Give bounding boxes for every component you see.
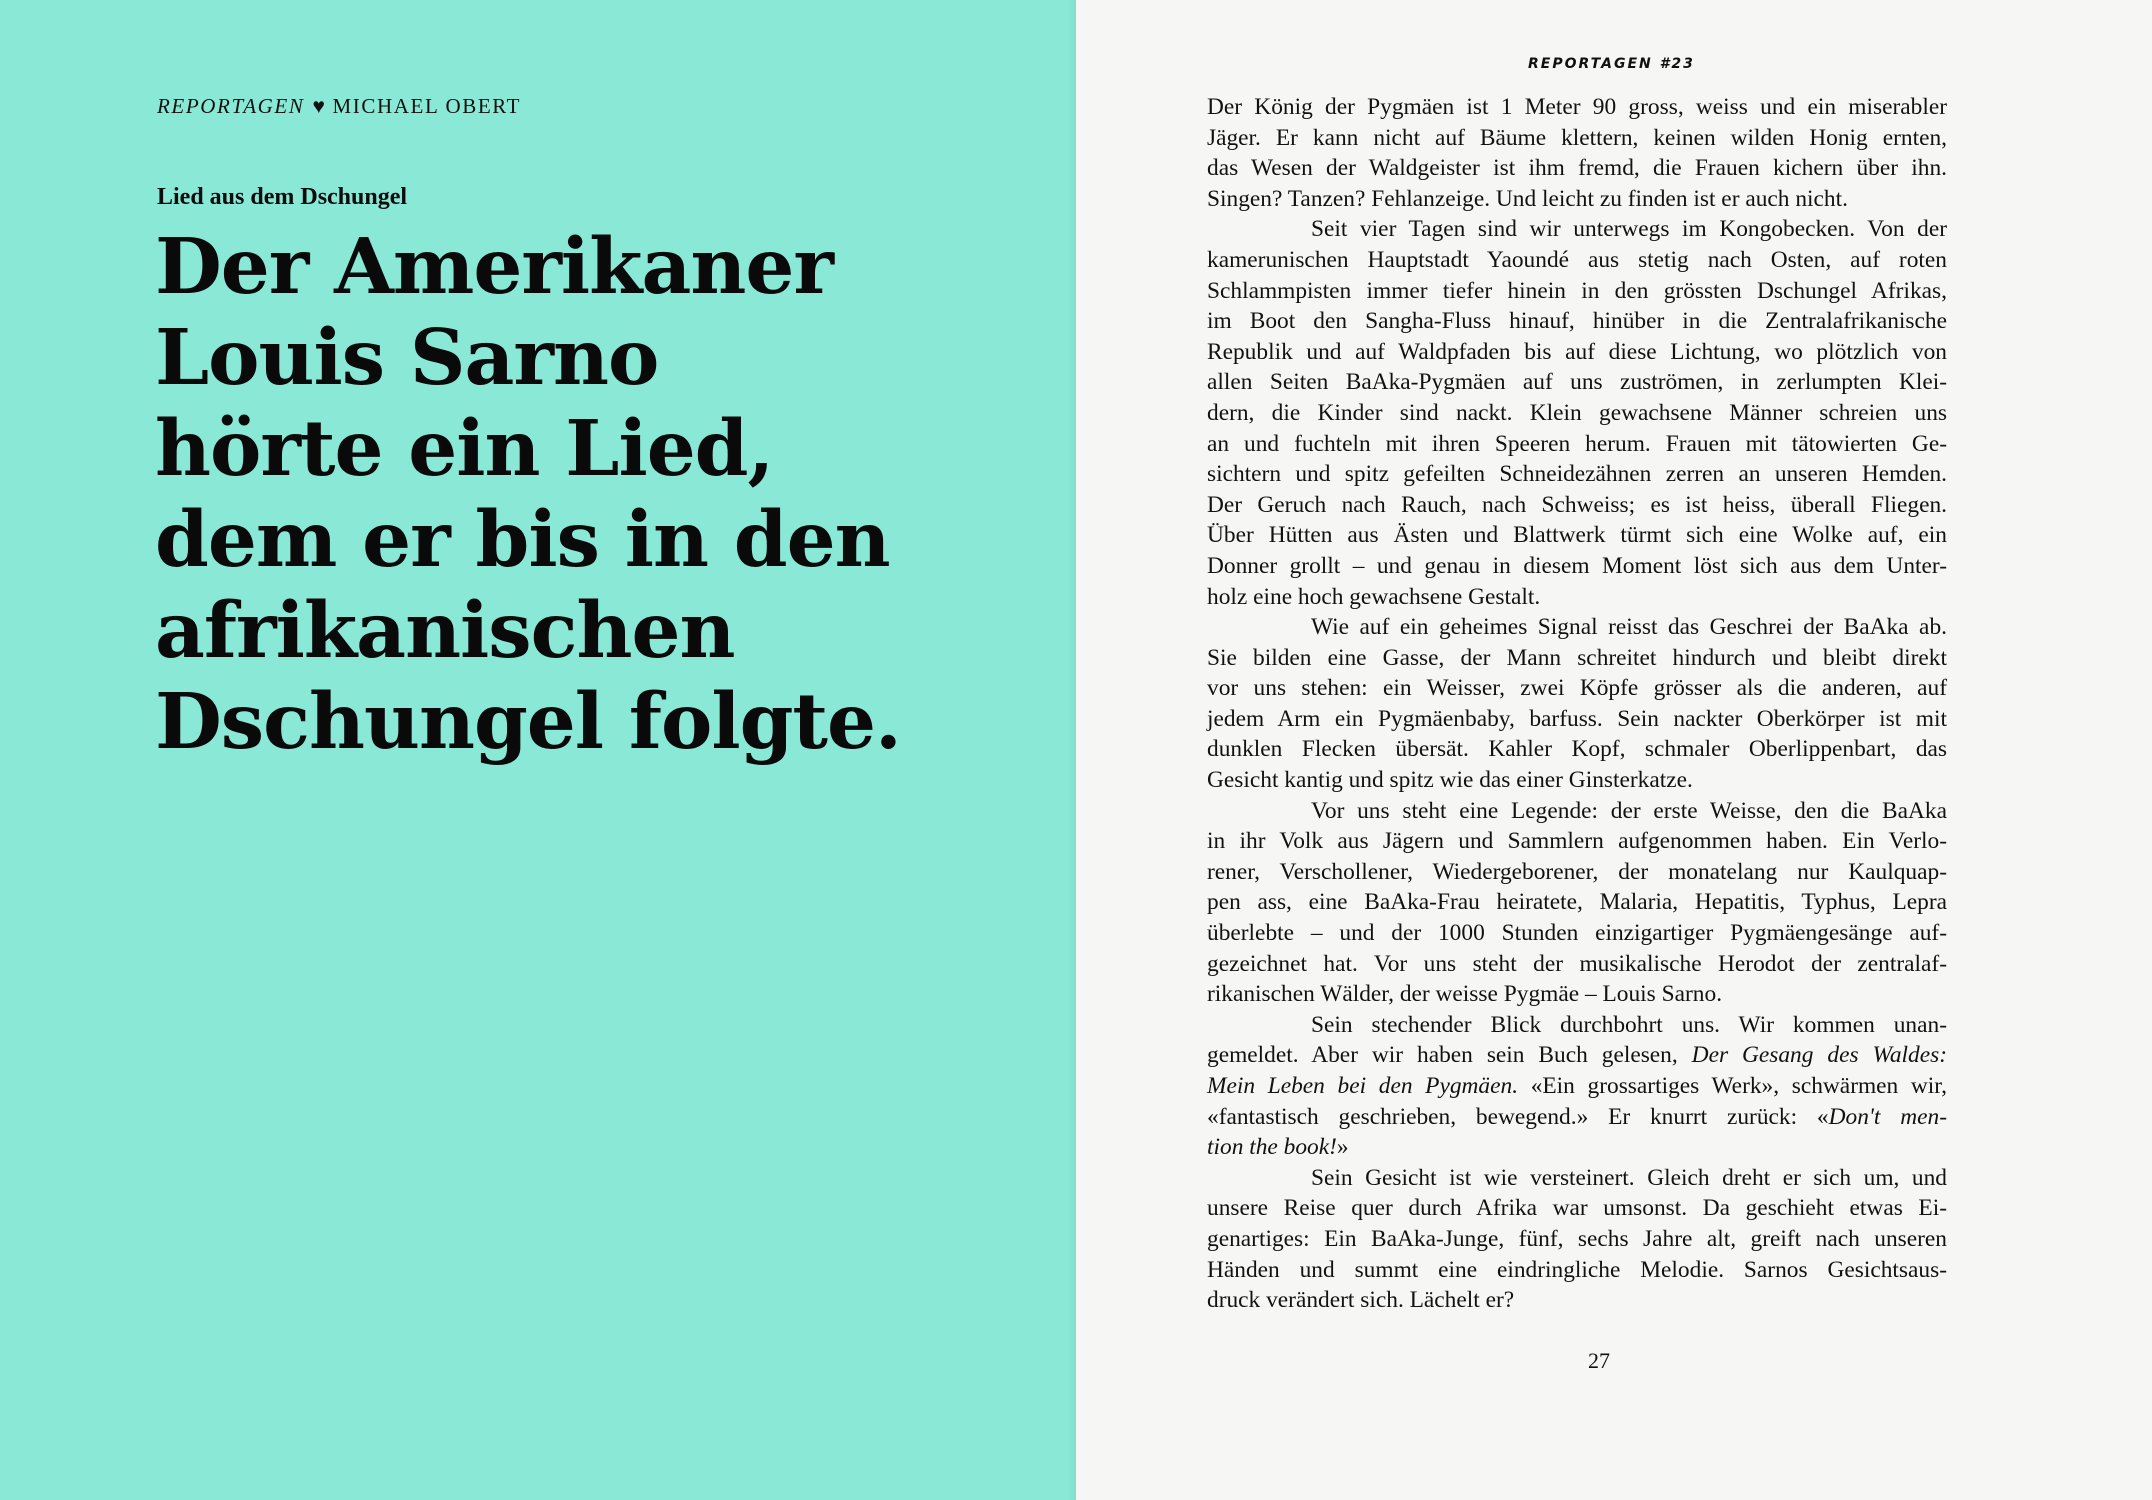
body-text-segment: kamerunischen Hauptstadt Yaoundé aus stetig nach Osten, auf roten <box>1207 246 1947 273</box>
body-line <box>1207 429 1947 460</box>
body-italic-text: Don't men- <box>1828 1103 1948 1130</box>
body-text-segment: rikanischen Wälder, der weisse Pygmäe – Louis Sarno. <box>1207 981 1723 1008</box>
body-line <box>1207 92 1947 123</box>
body-text-segment: an und fuchteln mit ihren Speeren herum. Frauen mit tätowierten Ge- <box>1207 430 1947 457</box>
running-head-left <box>157 94 521 119</box>
body-text-segment: in ihr Volk aus Jägern und Sammlern aufgenommen haben. Ein Verlo- <box>1207 828 1947 855</box>
body-line <box>1207 153 1947 184</box>
body-text-segment: Seit vier Tagen sind wir unterwegs im Kongobecken. Von der <box>1311 216 1947 243</box>
body-line <box>1207 306 1947 337</box>
body-line <box>1207 949 1947 980</box>
body-text-segment: sichtern und spitz gefeilten Schneidezähnen zerren an unseren Hemden. <box>1207 461 1947 488</box>
heart-icon: ♥ <box>312 94 327 118</box>
body-text-segment: Sein Gesicht ist wie versteinert. Gleich dreht er sich um, und <box>1311 1164 1947 1191</box>
body-text-segment: Donner grollt – und genau in diesem Moment löst sich aus dem Unter- <box>1207 552 1947 579</box>
body-text-segment: Sie bilden eine Gasse, der Mann schreitet hindurch und bleibt direkt <box>1207 644 1947 671</box>
body-line <box>1207 123 1947 154</box>
article-body <box>1207 92 1947 1316</box>
body-text-segment: dern, die Kinder sind nackt. Klein gewachsene Männer schreien uns <box>1207 399 1947 426</box>
body-line <box>1207 276 1947 307</box>
body-text-segment: Republik und auf Waldpfaden bis auf diese Lichtung, wo plötzlich von <box>1207 338 1947 365</box>
body-line <box>1207 490 1947 521</box>
body-text-segment: «fantastisch geschrieben, bewegend.» Er knurrt zurück: « <box>1207 1103 1829 1130</box>
body-italic-text: Der Gesang des Waldes: <box>1691 1042 1948 1069</box>
body-text-segment: Wie auf ein geheimes Signal reisst das Geschrei der BaAka ab. <box>1311 614 1947 641</box>
body-text-segment: das Wesen der Waldgeister ist ihm fremd, die Frauen kichern über ihn. <box>1207 155 1947 182</box>
body-text-segment: im Boot den Sangha-Fluss hinauf, hinüber in die Zentralafrikanische <box>1207 308 1947 335</box>
body-line <box>1207 979 1947 1010</box>
body-text-segment: vor uns stehen: ein Weisser, zwei Köpfe grösser als die anderen, auf <box>1207 675 1947 702</box>
running-head-author: MICHAEL OBERT <box>332 94 522 118</box>
body-text-segment: Der Geruch nach Rauch, nach Schweiss; es ist heiss, überall Fliegen. <box>1207 491 1947 518</box>
body-text-segment: » <box>1336 1134 1349 1161</box>
body-line <box>1207 245 1947 276</box>
body-text-segment: «Ein grossartiges Werk», schwärmen wir, <box>1518 1073 1947 1099</box>
body-line <box>1207 459 1947 490</box>
body-line <box>1207 765 1947 796</box>
running-head-right: REPORTAGEN #23 <box>1528 56 1695 72</box>
body-text-segment: Vor uns steht eine Legende: der erste Weisse, den die BaAka <box>1311 797 1947 824</box>
body-line <box>1207 520 1947 551</box>
body-text-segment: Sein stechender Blick durchbohrt uns. Wir kommen unan- <box>1311 1011 1947 1038</box>
body-text-segment: genartiges: Ein BaAka-Junge, fünf, sechs Jahre alt, greift nach unseren <box>1207 1225 1947 1252</box>
body-text-segment: gemeldet. Aber wir haben sein Buch gelesen, <box>1207 1042 1692 1069</box>
body-text-segment: dunklen Flecken übersät. Kahler Kopf, schmaler Oberlippenbart, das <box>1207 736 1947 763</box>
body-text-segment: Händen und summt eine eindringliche Melodie. Sarnos Gesichtsaus- <box>1207 1256 1947 1283</box>
body-text-segment: pen ass, eine BaAka-Frau heiratete, Malaria, Hepatitis, Typhus, Lepra <box>1207 889 1947 916</box>
body-line <box>1207 1071 1947 1102</box>
body-line <box>1207 337 1947 368</box>
body-line <box>1207 1255 1947 1286</box>
body-line <box>1207 1163 1947 1194</box>
body-text-segment: Schlammpisten immer tiefer hinein in den grössten Dschungel Afrikas, <box>1207 277 1947 304</box>
body-line <box>1207 184 1947 215</box>
body-line <box>1207 734 1947 765</box>
body-line <box>1207 1285 1947 1316</box>
body-line <box>1207 826 1947 857</box>
body-line <box>1207 612 1947 643</box>
body-line <box>1207 796 1947 827</box>
body-text-segment: allen Seiten BaAka-Pygmäen auf uns zuströmen, in zerlumpten Klei- <box>1207 369 1947 396</box>
body-italic-text: tion the book! <box>1207 1134 1337 1161</box>
body-line <box>1207 1010 1947 1041</box>
running-head-section: REPORTAGEN <box>157 94 305 118</box>
body-line <box>1207 398 1947 429</box>
page-number: 27 <box>1588 1348 1610 1373</box>
body-text-segment: Gesicht kantig und spitz wie das einer Ginsterkatze. <box>1207 767 1693 794</box>
headline-line: afrikanischen <box>155 586 735 676</box>
headline-line: Der Amerikaner <box>155 222 833 312</box>
body-text-segment: jedem Arm ein Pygmäenbaby, barfuss. Sein nackter Oberkörper ist mit <box>1207 705 1947 732</box>
body-text-segment: gezeichnet hat. Vor uns steht der musikalische Herodot der zentralaf- <box>1207 950 1947 977</box>
article-kicker: Lied aus dem Dschungel <box>157 184 408 210</box>
body-line <box>1207 367 1947 398</box>
body-italic-text: Mein Leben bei den Pygmäen. <box>1207 1073 1519 1099</box>
body-line <box>1207 214 1947 245</box>
body-text-segment: druck verändert sich. Lächelt er? <box>1207 1287 1515 1314</box>
body-text-segment: unsere Reise quer durch Afrika war umsonst. Da geschieht etwas Ei- <box>1207 1195 1947 1222</box>
body-text-segment: Der König der Pygmäen ist 1 Meter 90 gross, weiss und ein miserabler <box>1207 94 1947 120</box>
body-text-segment: holz eine hoch gewachsene Gestalt. <box>1207 583 1541 610</box>
body-line <box>1207 551 1947 582</box>
body-line <box>1207 887 1947 918</box>
body-line <box>1207 643 1947 674</box>
body-line <box>1207 1102 1947 1133</box>
body-text-segment: überlebte – und der 1000 Stunden einzigartiger Pygmäengesänge auf- <box>1207 920 1947 947</box>
headline-line: hörte ein Lied, <box>155 404 774 494</box>
body-text-segment: Über Hütten aus Ästen und Blattwerk türmt sich eine Wolke auf, ein <box>1207 522 1947 549</box>
body-line <box>1207 918 1947 949</box>
article-headline <box>155 222 1035 768</box>
headline-line: dem er bis in den <box>155 495 890 585</box>
body-line <box>1207 1132 1947 1163</box>
headline-line: Louis Sarno <box>155 313 659 403</box>
body-line <box>1207 857 1947 888</box>
body-text-segment: Jäger. Er kann nicht auf Bäume klettern, keinen wilden Honig ernten, <box>1207 124 1947 151</box>
body-line <box>1207 1040 1947 1071</box>
body-line <box>1207 1224 1947 1255</box>
body-line <box>1207 673 1947 704</box>
body-text-segment: Singen? Tanzen? Fehlanzeige. Und leicht zu finden ist er auch nicht. <box>1207 185 1848 212</box>
body-line <box>1207 582 1947 613</box>
body-line <box>1207 704 1947 735</box>
body-line <box>1207 1193 1947 1224</box>
body-text-segment: rener, Verschollener, Wiedergeborener, der monatelang nur Kaulquap- <box>1207 858 1947 885</box>
headline-line: Dschungel folgte. <box>155 677 901 767</box>
